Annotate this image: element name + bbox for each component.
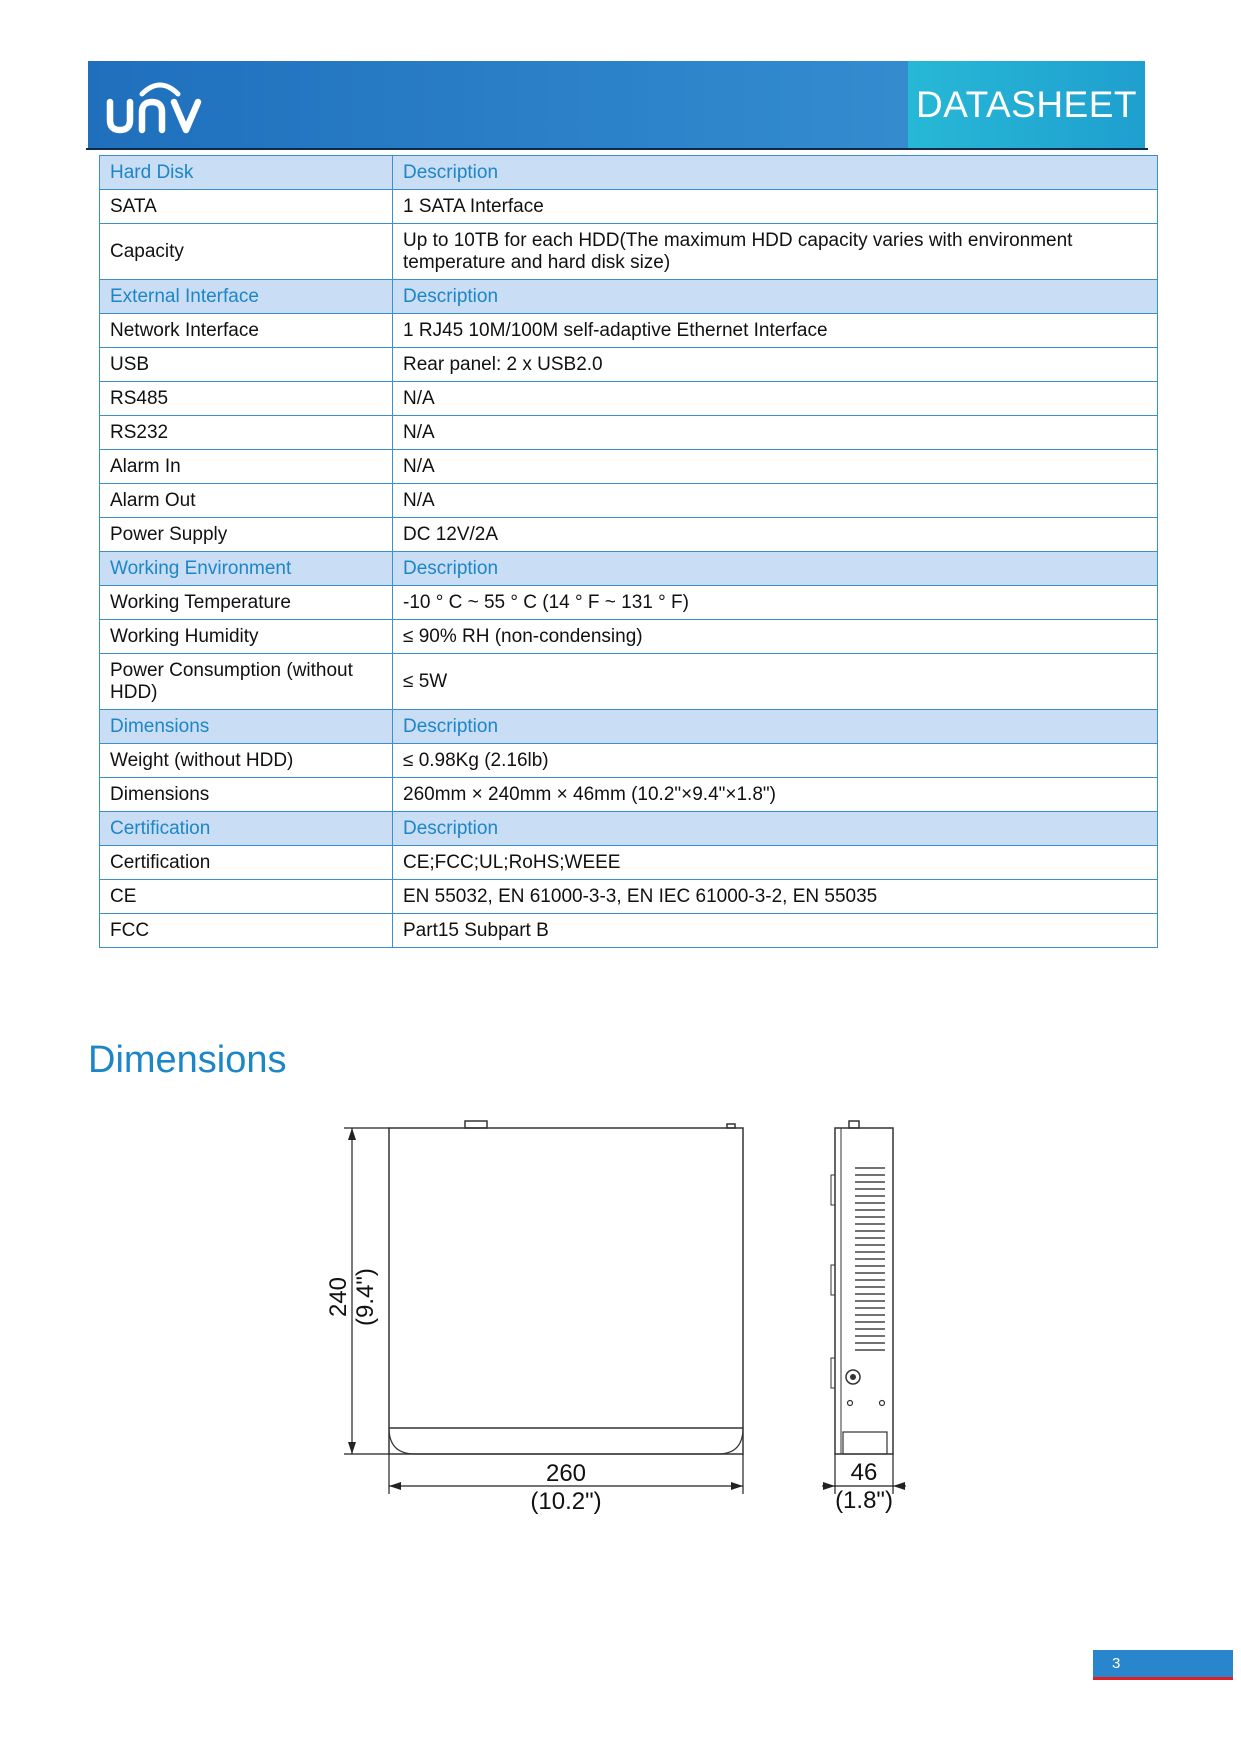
row-value: EN 55032, EN 61000-3-3, EN IEC 61000-3-2, EN 55035 — [393, 880, 1158, 914]
row-value: N/A — [393, 450, 1158, 484]
device-top-outline — [389, 1128, 743, 1454]
row-label: RS232 — [100, 416, 393, 450]
power-port-pin-icon — [850, 1374, 856, 1380]
row-label: SATA — [100, 190, 393, 224]
row-value: DC 12V/2A — [393, 518, 1158, 552]
section-desc: Description — [393, 812, 1158, 846]
side-vent-slots — [855, 1168, 885, 1350]
dimensions-heading: Dimensions — [88, 1039, 287, 1081]
row-label: USB — [100, 348, 393, 382]
row-label: Certification — [100, 846, 393, 880]
section-desc: Description — [393, 280, 1158, 314]
device-side-outline — [835, 1128, 893, 1454]
row-label: Alarm In — [100, 450, 393, 484]
arrow-left-icon — [893, 1482, 905, 1490]
front-bevel — [389, 1428, 743, 1454]
section-title: External Interface — [100, 280, 393, 314]
row-label: Alarm Out — [100, 484, 393, 518]
top-connector — [465, 1121, 487, 1128]
arrow-right-icon — [823, 1482, 835, 1490]
top-view-outline — [389, 1121, 743, 1454]
row-value: ≤ 5W — [393, 654, 1158, 710]
top-notch — [727, 1124, 735, 1128]
row-label: Power Supply — [100, 518, 393, 552]
footer-accent-line — [1093, 1677, 1233, 1680]
row-value: ≤ 0.98Kg (2.16lb) — [393, 744, 1158, 778]
row-label: RS485 — [100, 382, 393, 416]
row-value: Rear panel: 2 x USB2.0 — [393, 348, 1158, 382]
side-foot — [843, 1432, 887, 1454]
row-value: 1 RJ45 10M/100M self-adaptive Ethernet Interface — [393, 314, 1158, 348]
row-value: ≤ 90% RH (non-condensing) — [393, 620, 1158, 654]
section-desc: Description — [393, 552, 1158, 586]
depth-in-label: (1.8") — [835, 1487, 893, 1514]
arrow-up-icon — [348, 1128, 356, 1140]
arrow-right-icon — [731, 1482, 743, 1490]
section-title: Working Environment — [100, 552, 393, 586]
height-in-label: (9.4") — [352, 1268, 379, 1326]
row-value: Part15 Subpart B — [393, 914, 1158, 948]
row-label: CE — [100, 880, 393, 914]
row-value: N/A — [393, 416, 1158, 450]
arrow-left-icon — [389, 1482, 401, 1490]
row-label: Network Interface — [100, 314, 393, 348]
row-label: Dimensions — [100, 778, 393, 812]
row-value: Up to 10TB for each HDD(The maximum HDD capacity varies with environment temperature and hard disk size) — [393, 224, 1158, 280]
section-title: Dimensions — [100, 710, 393, 744]
screw-hole-icon — [880, 1401, 885, 1406]
row-label: Working Temperature — [100, 586, 393, 620]
row-label: Capacity — [100, 224, 393, 280]
row-label: Working Humidity — [100, 620, 393, 654]
page-number: 3 — [1093, 1650, 1233, 1677]
row-value: -10 ° C ~ 55 ° C (14 ° F ~ 131 ° F) — [393, 586, 1158, 620]
row-label: Weight (without HDD) — [100, 744, 393, 778]
row-value: N/A — [393, 484, 1158, 518]
section-title: Hard Disk — [100, 156, 393, 190]
section-desc: Description — [393, 710, 1158, 744]
row-value: 1 SATA Interface — [393, 190, 1158, 224]
screw-hole-icon — [848, 1401, 853, 1406]
section-desc: Description — [393, 156, 1158, 190]
row-value: N/A — [393, 382, 1158, 416]
row-value: 260mm × 240mm × 46mm (10.2"×9.4"×1.8") — [393, 778, 1158, 812]
height-mm-label: 240 — [325, 1276, 352, 1318]
section-title: Certification — [100, 812, 393, 846]
side-top-connector — [849, 1121, 859, 1128]
row-label: FCC — [100, 914, 393, 948]
depth-mm-label: 46 — [850, 1459, 878, 1486]
width-in-label: (10.2") — [530, 1488, 602, 1515]
width-mm-label: 260 — [545, 1460, 587, 1487]
arrow-down-icon — [348, 1442, 356, 1454]
datasheet-label: DATASHEET — [908, 61, 1145, 148]
row-value: CE;FCC;UL;RoHS;WEEE — [393, 846, 1158, 880]
row-label: Power Consumption (without HDD) — [100, 654, 393, 710]
